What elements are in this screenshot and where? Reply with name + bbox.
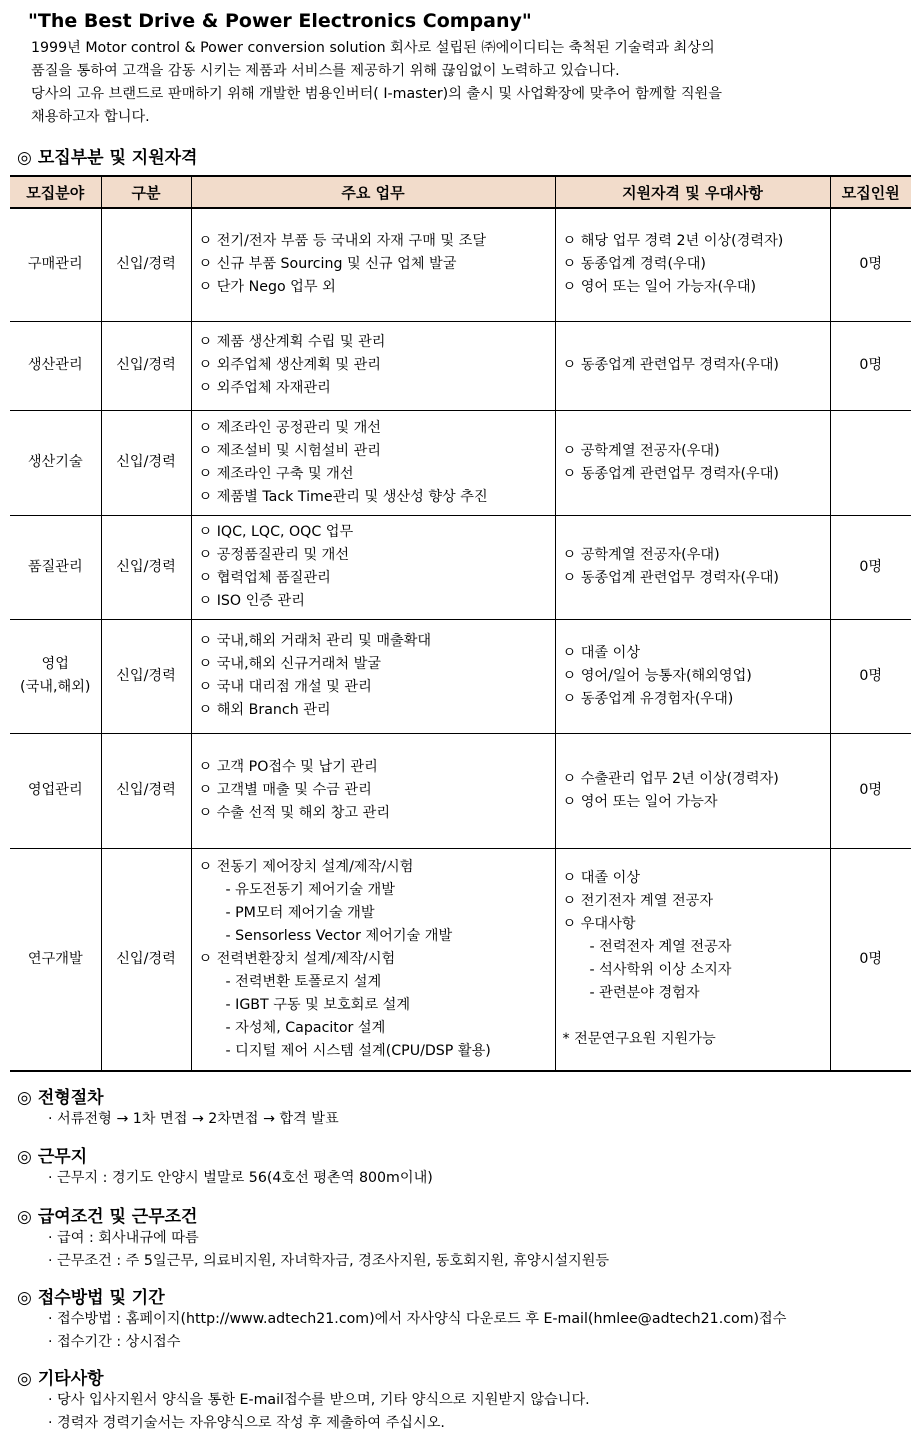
type-cell: 신입/경력 xyxy=(101,619,191,733)
location-line: · 근무지 : 경기도 안양시 벌말로 56(4호선 평촌역 800m이내) xyxy=(48,1170,433,1186)
conditions-line: · 급여 : 회사내규에 따름 xyxy=(48,1230,199,1246)
duty-item: ㅇ 국내,해외 신규거래처 발굴 xyxy=(198,656,382,672)
field-cell xyxy=(10,410,101,515)
requirements-cell xyxy=(555,410,830,515)
duty-item: - 전력변환 토폴로지 설계 xyxy=(225,973,382,990)
duty-item: ㅇ 제품 생산계획 수립 및 관리 xyxy=(198,334,386,350)
intro-line: 채용하고자 합니다. xyxy=(31,109,150,125)
conditions-line: · 근무조건 : 주 5일근무, 의료비지원, 자녀학자금, 경조사지원, 동호회지원, 휴양시설지원등 xyxy=(48,1253,610,1269)
duties-cell xyxy=(191,515,555,619)
requirement-item: ㅇ 수출관리 업무 2년 이상(경력자) xyxy=(562,770,779,787)
requirement-item: ㅇ 영어/일어 능통자(해외영업) xyxy=(562,667,752,684)
apply-section-title xyxy=(17,1283,165,1308)
double-circle-icon: ◎ xyxy=(17,1088,32,1108)
table-row xyxy=(10,321,911,410)
field-cell xyxy=(10,619,101,733)
field-cell xyxy=(10,321,101,410)
table-row xyxy=(10,733,911,848)
double-circle-icon: ◎ xyxy=(17,1369,32,1389)
process-line: · 서류전형 → 1차 면접 → 2차면접 → 합격 발표 xyxy=(48,1111,339,1127)
requirement-item: ㅇ 우대사항 xyxy=(562,916,636,933)
table-header-row xyxy=(10,176,911,208)
section-title-text: 접수방법 및 기간 xyxy=(37,1288,165,1308)
etc-section-title xyxy=(17,1364,104,1389)
requirements-cell xyxy=(555,619,830,733)
requirement-item: - 전력전자 계열 전공자 xyxy=(589,939,732,956)
table-row xyxy=(10,410,911,515)
double-circle-icon: ◎ xyxy=(17,148,32,168)
apply-lines xyxy=(48,1308,786,1354)
duty-item: ㅇ 제조라인 공정관리 및 개선 xyxy=(198,419,382,436)
headcount-cell: 0명 xyxy=(830,619,911,733)
duty-item: ㅇ 고객별 매출 및 수금 관리 xyxy=(198,782,372,798)
requirements-cell xyxy=(555,848,830,1071)
section-title-text: 모집부분 및 지원자격 xyxy=(37,148,198,168)
duty-item: ㅇ 제조설비 및 시험설비 관리 xyxy=(198,442,382,459)
recruitment-table xyxy=(10,175,911,1072)
duty-item: ㅇ 전동기 제어장치 설계/제작/시험 xyxy=(198,858,414,875)
double-circle-icon: ◎ xyxy=(17,1207,32,1227)
type-cell: 신입/경력 xyxy=(101,733,191,848)
requirement-item: - 석사학위 이상 소지자 xyxy=(589,962,732,979)
requirements-cell xyxy=(555,208,830,321)
column-header-type: 구분 xyxy=(101,176,191,208)
headcount-cell: 0명 xyxy=(830,321,911,410)
duty-item: ㅇ ISO 인증 관리 xyxy=(198,593,305,609)
location-lines xyxy=(48,1167,433,1190)
conditions-section-title xyxy=(17,1202,197,1227)
field-cell xyxy=(10,515,101,619)
etc-lines xyxy=(48,1389,590,1435)
field-name: (국내,해외) xyxy=(20,679,91,695)
requirement-item: - 관련분야 경험자 xyxy=(589,985,700,1002)
section-title-text: 근무지 xyxy=(37,1147,88,1167)
headcount-cell xyxy=(830,410,911,515)
duty-item: ㅇ 해외 Branch 관리 xyxy=(198,702,331,718)
table-row xyxy=(10,619,911,733)
requirement-item: ㅇ 대졸 이상 xyxy=(562,870,641,887)
recruit-section-title xyxy=(17,143,197,168)
duty-item: ㅇ 협력업체 품질관리 xyxy=(198,570,331,586)
duties-cell xyxy=(191,410,555,515)
requirement-item: ㅇ 대졸 이상 xyxy=(562,644,641,661)
requirement-item: ㅇ 영어 또는 일어 가능자 xyxy=(562,793,718,810)
type-cell: 신입/경력 xyxy=(101,208,191,321)
requirements-cell xyxy=(555,321,830,410)
headcount-cell: 0명 xyxy=(830,208,911,321)
requirement-item: ㅇ 해당 업무 경력 2년 이상(경력자) xyxy=(562,233,784,250)
section-title-text: 기타사항 xyxy=(37,1369,104,1389)
column-header-headcount: 모집인원 xyxy=(830,176,911,208)
process-lines xyxy=(48,1108,339,1131)
field-name: 품질관리 xyxy=(27,558,83,575)
duty-item: ㅇ 전력변환장치 설계/제작/시험 xyxy=(198,950,396,967)
duties-cell xyxy=(191,208,555,321)
double-circle-icon: ◎ xyxy=(17,1147,32,1167)
duty-item: - 자성체, Capacitor 설계 xyxy=(225,1019,386,1036)
column-header-duties: 주요 업무 xyxy=(191,176,555,208)
duty-item: - IGBT 구동 및 보호회로 설계 xyxy=(225,996,411,1013)
duty-item: ㅇ 외주업체 자재관리 xyxy=(198,380,331,396)
type-cell: 신입/경력 xyxy=(101,848,191,1071)
duty-item: ㅇ 외주업체 생산계획 및 관리 xyxy=(198,357,382,373)
duty-item: ㅇ 신규 부품 Sourcing 및 신규 업체 발굴 xyxy=(198,256,457,273)
type-cell: 신입/경력 xyxy=(101,515,191,619)
requirement-item: ㅇ 동종업계 관련업무 경력자(우대) xyxy=(562,357,779,373)
process-section-title xyxy=(17,1083,104,1108)
field-name: 생산관리 xyxy=(27,357,83,373)
headcount-cell: 0명 xyxy=(830,515,911,619)
table-row xyxy=(10,515,911,619)
duty-item: ㅇ 전기/전자 부품 등 국내외 자재 구매 및 조달 xyxy=(198,233,487,250)
duties-cell xyxy=(191,619,555,733)
duties-cell xyxy=(191,733,555,848)
intro-line: 품질을 통하여 고객을 감동 시키는 제품과 서비스를 제공하기 위해 끊임없이 노력하고 있습니다. xyxy=(31,63,620,79)
conditions-lines xyxy=(48,1227,609,1273)
section-title-text: 전형절차 xyxy=(37,1088,104,1108)
requirement-item: ㅇ 동종업계 경력(우대) xyxy=(562,256,706,273)
column-header-requirements: 지원자격 및 우대사항 xyxy=(555,176,830,208)
apply-line: · 접수기간 : 상시접수 xyxy=(48,1334,181,1350)
duty-item: ㅇ 국내 대리점 개설 및 관리 xyxy=(198,679,372,695)
table-row xyxy=(10,848,911,1071)
headcount-cell: 0명 xyxy=(830,848,911,1071)
requirement-item: ㅇ 동종업계 유경험자(우대) xyxy=(562,690,734,707)
duty-item: - 유도전동기 제어기술 개발 xyxy=(225,881,395,898)
requirements-cell xyxy=(555,515,830,619)
table-row xyxy=(10,208,911,321)
duty-item: - 디지털 제어 시스템 설계(CPU/DSP 활용) xyxy=(225,1042,491,1059)
field-name: 영업 xyxy=(41,656,69,672)
requirements-cell xyxy=(555,733,830,848)
duty-item: ㅇ 고객 PO접수 및 납기 관리 xyxy=(198,759,378,775)
duty-item: - Sensorless Vector 제어기술 개발 xyxy=(225,927,453,944)
intro-line: 1999년 Motor control & Power conversion solution 회사로 설립된 ㈜에이디티는 축척된 기술력과 최상의 xyxy=(31,40,715,56)
double-circle-icon: ◎ xyxy=(17,1288,32,1308)
requirement-item: ㅇ 전기전자 계열 전공자 xyxy=(562,893,714,910)
section-title-text: 급여조건 및 근무조건 xyxy=(37,1207,198,1227)
duties-cell xyxy=(191,321,555,410)
duty-item: ㅇ IQC, LQC, OQC 업무 xyxy=(198,524,354,540)
company-slogan: "The Best Drive & Power Electronics Company" xyxy=(28,10,532,32)
etc-line: · 당사 입사지원서 양식을 통한 E-mail접수를 받으며, 기타 양식으로 지원받지 않습니다. xyxy=(48,1392,590,1408)
intro-line: 당사의 고유 브랜드로 판매하기 위해 개발한 범용인버터( I-master)의 출시 및 사업확장에 맞추어 함께할 직원을 xyxy=(31,86,722,102)
duty-item: ㅇ 단가 Nego 업무 외 xyxy=(198,279,336,296)
field-cell xyxy=(10,208,101,321)
type-cell: 신입/경력 xyxy=(101,321,191,410)
field-name: 구매관리 xyxy=(27,256,83,273)
duty-item: ㅇ 공정품질관리 및 개선 xyxy=(198,547,350,563)
duty-item: - PM모터 제어기술 개발 xyxy=(225,904,375,921)
column-header-field: 모집분야 xyxy=(10,176,101,208)
duty-item: ㅇ 국내,해외 거래처 관리 및 매출확대 xyxy=(198,633,432,649)
field-cell xyxy=(10,848,101,1071)
requirement-item: ㅇ 공학계열 전공자(우대) xyxy=(562,442,720,459)
etc-line: · 경력자 경력기술서는 자유양식으로 작성 후 제출하여 주십시오. xyxy=(48,1415,445,1431)
duty-item: ㅇ 제조라인 구축 및 개선 xyxy=(198,465,354,482)
apply-line: · 접수방법 : 홈페이지(http://www.adtech21.com)에서 자사양식 다운로드 후 E-mail(hmlee@adtech21.com)접수 xyxy=(48,1311,787,1327)
requirement-item: ㅇ 영어 또는 일어 가능자(우대) xyxy=(562,279,757,296)
type-cell: 신입/경력 xyxy=(101,410,191,515)
requirement-item: ㅇ 동종업계 관련업무 경력자(우대) xyxy=(562,570,779,586)
duties-cell xyxy=(191,848,555,1071)
field-name: 생산기술 xyxy=(27,454,83,470)
duty-item: ㅇ 수출 선적 및 해외 창고 관리 xyxy=(198,805,391,821)
requirement-item xyxy=(563,1005,830,1028)
duty-item: ㅇ 제품별 Tack Time관리 및 생산성 향상 추진 xyxy=(198,488,488,505)
requirement-item: ㅇ 동종업계 관련업무 경력자(우대) xyxy=(562,465,779,482)
requirement-item: * 전문연구요원 지원가능 xyxy=(562,1031,716,1048)
requirement-item: ㅇ 공학계열 전공자(우대) xyxy=(562,547,720,563)
field-name: 연구개발 xyxy=(27,950,83,967)
company-intro xyxy=(31,37,901,129)
field-name: 영업관리 xyxy=(27,782,83,798)
field-cell xyxy=(10,733,101,848)
location-section-title xyxy=(17,1142,87,1167)
headcount-cell: 0명 xyxy=(830,733,911,848)
